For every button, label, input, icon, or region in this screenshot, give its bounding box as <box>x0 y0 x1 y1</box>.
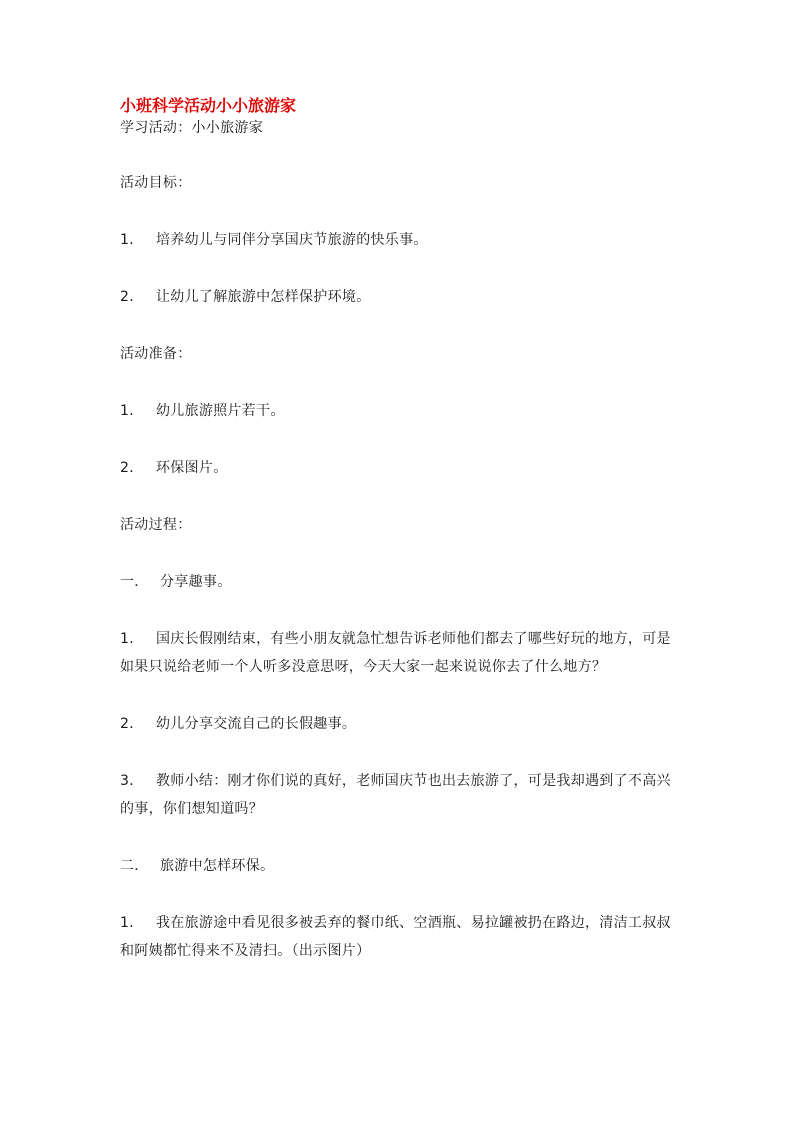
process-item <box>120 625 680 681</box>
item-number: 1． <box>120 232 144 248</box>
paragraph-gap <box>120 880 680 909</box>
paragraph-gap <box>120 254 680 283</box>
item-text: 培养幼儿与同伴分享国庆节旅游的快乐事。 <box>156 232 428 248</box>
item-text: 我在旅游途中看见很多被丢弃的餐巾纸、空酒瓶、易拉罐被扔在路边，清洁工叔叔和阿姨都忙得来不及清扫。（出示图片） <box>120 915 671 959</box>
item-text: 环保图片。 <box>156 460 228 476</box>
goal-item <box>120 283 680 311</box>
paragraph-gap <box>120 539 680 568</box>
goal-item <box>120 226 680 254</box>
item-text: 让幼儿了解旅游中怎样保护环境。 <box>156 289 371 305</box>
paragraph-gap <box>120 482 680 511</box>
prep-heading: 活动准备： <box>120 346 192 362</box>
paragraph-gap <box>120 823 680 852</box>
paragraph-gap <box>120 368 680 397</box>
paragraph-gap <box>120 311 680 340</box>
item-number: 3． <box>120 773 144 789</box>
section-number: 一． <box>120 574 149 590</box>
item-number: 2． <box>120 716 144 732</box>
paragraph-gap <box>120 140 680 169</box>
section-number: 二． <box>120 858 149 874</box>
item-number: 2． <box>120 460 144 476</box>
section-text: 旅游中怎样环保。 <box>160 858 275 874</box>
section-heading <box>120 568 680 596</box>
item-text: 幼儿旅游照片若干。 <box>156 403 285 419</box>
paragraph-gap <box>120 596 680 625</box>
subtitle: 学习活动：小小旅游家 <box>120 120 263 136</box>
document-title: 小班科学活动小小旅游家 <box>120 96 297 115</box>
item-number: 1． <box>120 915 144 931</box>
paragraph-gap <box>120 738 680 767</box>
item-number: 1． <box>120 403 144 419</box>
section-text: 分享趣事。 <box>160 574 232 590</box>
process-heading: 活动过程： <box>120 517 192 533</box>
paragraph-gap <box>120 425 680 454</box>
process-item <box>120 909 680 965</box>
item-text: 幼儿分享交流自己的长假趣事。 <box>156 716 357 732</box>
paragraph-gap <box>120 681 680 710</box>
item-number: 2． <box>120 289 144 305</box>
process-item <box>120 767 680 823</box>
section-heading <box>120 852 680 880</box>
document-body <box>120 96 680 965</box>
item-text: 国庆长假刚结束，有些小朋友就急忙想告诉老师他们都去了哪些好玩的地方，可是如果只说给老师一个人听多没意思呀，今天大家一起来说说你去了什么地方？ <box>120 631 671 675</box>
item-number: 1． <box>120 631 144 647</box>
item-text: 教师小结：刚才你们说的真好，老师国庆节也出去旅游了，可是我却遇到了不高兴的事，你们想知道吗？ <box>120 773 671 817</box>
goals-heading: 活动目标： <box>120 175 192 191</box>
paragraph-gap <box>120 197 680 226</box>
prep-item <box>120 454 680 482</box>
prep-item <box>120 397 680 425</box>
process-item <box>120 710 680 738</box>
